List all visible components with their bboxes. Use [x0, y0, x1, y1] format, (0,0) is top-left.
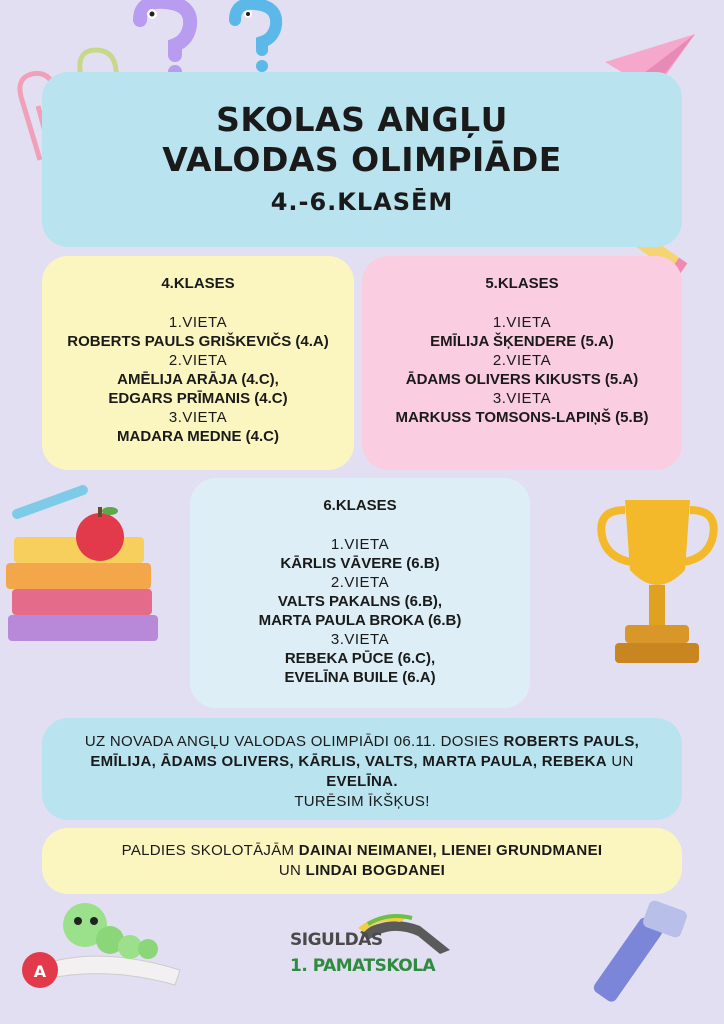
page-title-line1: SKOLAS ANGĻU — [216, 100, 508, 139]
thanks-and: UN — [278, 862, 306, 879]
info-and: UN — [606, 753, 634, 770]
grade6-place2-winner-a: VALTS PAKALNS (6.B), — [277, 593, 443, 610]
school-logo — [290, 910, 460, 990]
grade5-place2-winner: ĀDAMS OLIVERS KIKUSTS (5.A) — [405, 371, 639, 388]
grade4-heading: 4.KLASES — [161, 275, 235, 292]
grade6-place3-winner-b: EVELĪNA BUILE (6.A) — [284, 669, 436, 686]
question-marks-icon — [130, 0, 290, 80]
grade5-place2-label: 2.VIETA — [492, 352, 552, 369]
grade5-heading: 5.KLASES — [485, 275, 559, 292]
logo-line2: 1. PAMATSKOLA — [290, 956, 436, 976]
title-card — [42, 72, 682, 247]
page-title-line2: VALODAS OLIMPIĀDE — [162, 140, 562, 179]
grade4-place2-winner-b: EDGARS PRĪMANIS (4.C) — [108, 390, 288, 407]
caterpillar-book-icon — [10, 885, 190, 995]
grade4-place1-label: 1.VIETA — [168, 314, 228, 331]
info-cheer: TURĒSIM ĪKŠĶUS! — [294, 793, 430, 810]
grade4-place3-label: 3.VIETA — [168, 409, 228, 426]
grade4-place3-winner: MADARA MEDNE (4.C) — [117, 428, 279, 445]
grade5-place3-winner: MARKUSS TOMSONS-LAPIŅŠ (5.B) — [395, 409, 649, 426]
grade5-place1-label: 1.VIETA — [492, 314, 552, 331]
info-card — [42, 718, 682, 820]
grade5-place1-winner: EMĪLIJA ŠĶENDERE (5.A) — [430, 333, 614, 350]
grade6-place3-label: 3.VIETA — [330, 631, 390, 648]
thanks-card — [42, 828, 682, 894]
page-subtitle: 4.-6.KLASĒM — [270, 188, 454, 216]
info-names-b: EVELĪNA. — [326, 773, 398, 790]
grade5-place3-label: 3.VIETA — [492, 390, 552, 407]
grade6-place2-label: 2.VIETA — [330, 574, 390, 591]
books-icon — [0, 485, 165, 650]
thanks-teachers-a: DAINAI NEIMANEI, LIENEI GRUNDMANEI — [298, 842, 603, 859]
grade6-place1-label: 1.VIETA — [330, 536, 390, 553]
info-names-a: ROBERTS PAULS, EMĪLIJA, ĀDAMS OLIVERS, KĀRLIS, VALTS, MARTA PAULA, REBEKA — [90, 733, 640, 770]
grade4-place2-winner-a: AMĒLIJA ARĀJA (4.C), — [117, 371, 279, 388]
grade4-place1-winner: ROBERTS PAULS GRIŠKEVIČS (4.A) — [67, 333, 329, 350]
thanks-intro: PALDIES SKOLOTĀJĀM — [121, 842, 299, 859]
grade6-place3-winner-a: REBEKA PŪCE (6.C), — [284, 650, 436, 667]
grade5-card — [362, 256, 682, 470]
grade6-place2-winner-b: MARTA PAULA BROKA (6.B) — [258, 612, 462, 629]
grade6-place1-winner: KĀRLIS VĀVERE (6.B) — [280, 555, 440, 572]
logo-line1: SIGULDAS — [290, 930, 383, 950]
thanks-teachers-b: LINDAI BOGDANEI — [305, 862, 446, 879]
trophy-icon — [595, 490, 720, 680]
apple-letter: A — [33, 962, 47, 981]
grade4-card — [42, 256, 354, 470]
info-intro: UZ NOVADA ANGĻU VALODAS OLIMPIĀDI 06.11. DOSIES — [84, 733, 504, 750]
marker-icon — [560, 895, 700, 1005]
grade6-card — [190, 478, 530, 708]
grade4-place2-label: 2.VIETA — [168, 352, 228, 369]
grade6-heading: 6.KLASES — [323, 497, 397, 514]
